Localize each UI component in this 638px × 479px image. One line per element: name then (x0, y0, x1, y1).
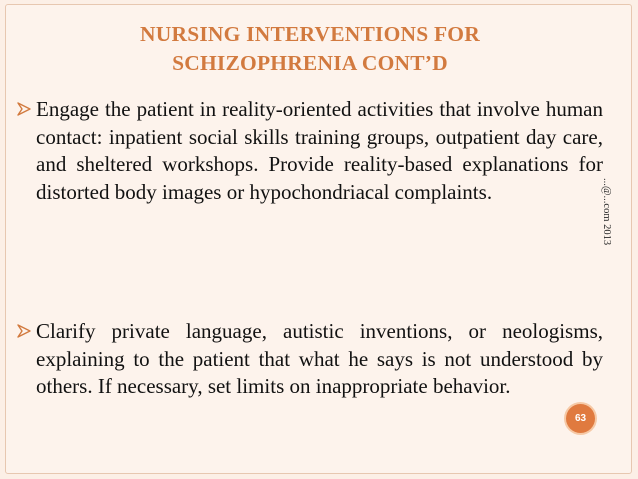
title-line-1: NURSING INTERVENTIONS FOR (140, 22, 480, 46)
slide-title (0, 20, 620, 78)
page-number: 63 (574, 413, 587, 424)
side-watermark-text: ...@...com 2013 (601, 178, 612, 246)
bullet-item-1 (18, 96, 603, 206)
bullet-text-1: Engage the patient in reality-oriented activities that involve human contact: inpatient social skills training groups, outpatient day care, and sheltered workshops. Provide reality-based explanations for distorted body images or hypochondriacal complaints. (36, 97, 603, 204)
arrow-bullet-icon (16, 323, 32, 339)
title-line-2: SCHIZOPHRENIA CONT’D (172, 51, 448, 75)
bullet-item-2 (18, 318, 603, 401)
page-number-badge (566, 404, 595, 433)
arrow-bullet-icon (16, 101, 32, 117)
bullet-text-2: Clarify private language, autistic inventions, or neologisms, explaining to the patient that what he says is not understood by others. If necessary, set limits on inappropriate behavior. (36, 319, 603, 398)
side-watermark (602, 178, 614, 296)
